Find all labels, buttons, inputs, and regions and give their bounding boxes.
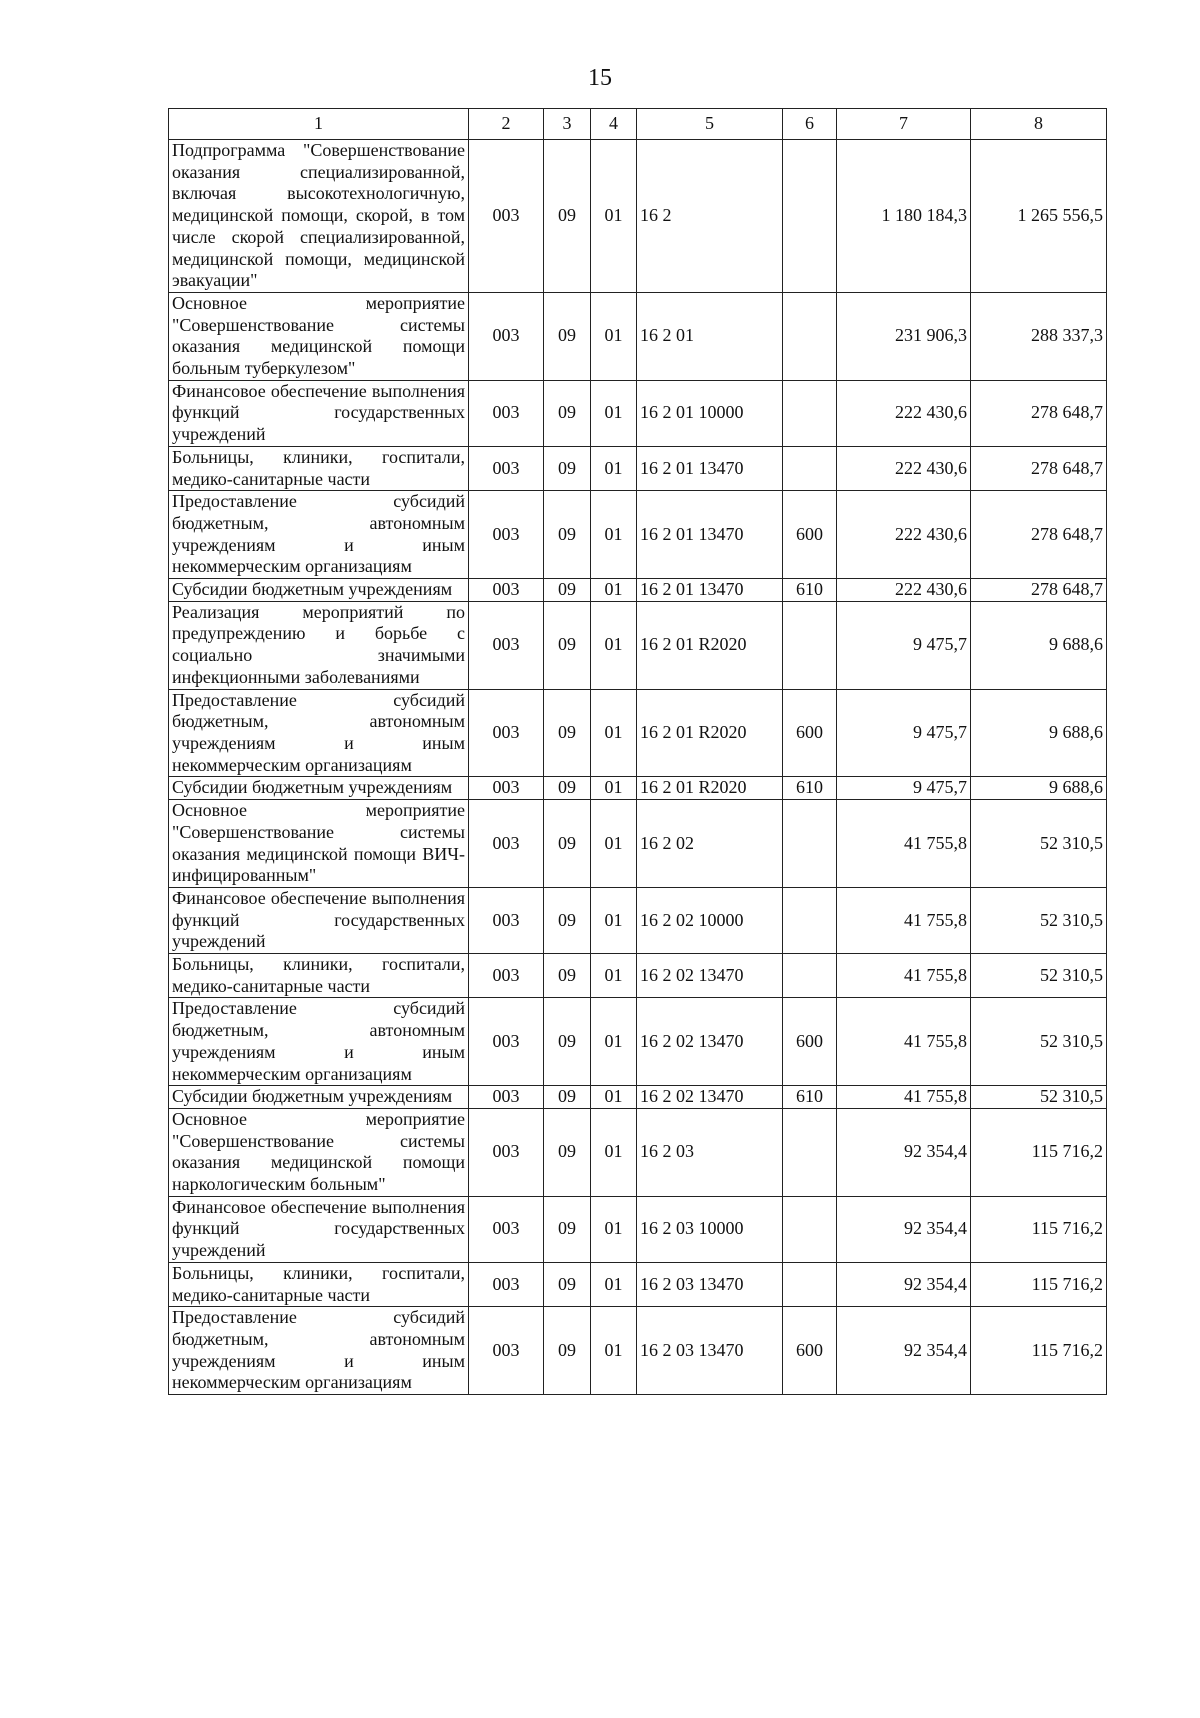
budget-table (168, 108, 1107, 1395)
row-description: Основное мероприятие "Совершенствование системы оказания медицинской помощи наркологическим больным" (169, 1108, 469, 1196)
cell-expense-type (783, 380, 837, 446)
cell-admin-code: 003 (469, 777, 544, 800)
cell-expense-type: 600 (783, 491, 837, 579)
cell-target-article: 16 2 03 13470 (637, 1262, 783, 1306)
cell-amount-year-2: 52 310,5 (971, 887, 1107, 953)
cell-target-article: 16 2 02 13470 (637, 1086, 783, 1109)
table-row (169, 887, 1107, 953)
cell-expense-type (783, 1262, 837, 1306)
cell-target-article: 16 2 02 10000 (637, 887, 783, 953)
cell-section: 09 (544, 689, 591, 777)
cell-subsection: 01 (591, 292, 637, 380)
cell-admin-code: 003 (469, 140, 544, 293)
cell-subsection: 01 (591, 380, 637, 446)
row-description: Предоставление субсидий бюджетным, автономным учреждениям и иным некоммерческим организациям (169, 491, 469, 579)
cell-subsection: 01 (591, 140, 637, 293)
cell-admin-code: 003 (469, 1086, 544, 1109)
cell-section: 09 (544, 954, 591, 998)
cell-amount-year-2: 278 648,7 (971, 446, 1107, 490)
cell-section: 09 (544, 601, 591, 689)
cell-expense-type (783, 1108, 837, 1196)
cell-admin-code: 003 (469, 579, 544, 602)
cell-target-article: 16 2 01 R2020 (637, 689, 783, 777)
cell-amount-year-2: 9 688,6 (971, 777, 1107, 800)
cell-admin-code: 003 (469, 1307, 544, 1395)
cell-amount-year-2: 52 310,5 (971, 800, 1107, 888)
cell-amount-year-1: 41 755,8 (837, 1086, 971, 1109)
cell-subsection: 01 (591, 954, 637, 998)
cell-amount-year-2: 52 310,5 (971, 954, 1107, 998)
table-row (169, 998, 1107, 1086)
cell-amount-year-2: 9 688,6 (971, 601, 1107, 689)
table-row (169, 1086, 1107, 1109)
cell-section: 09 (544, 800, 591, 888)
cell-expense-type (783, 1196, 837, 1262)
cell-subsection: 01 (591, 998, 637, 1086)
cell-subsection: 01 (591, 1086, 637, 1109)
cell-subsection: 01 (591, 689, 637, 777)
cell-amount-year-1: 222 430,6 (837, 380, 971, 446)
cell-target-article: 16 2 03 10000 (637, 1196, 783, 1262)
cell-admin-code: 003 (469, 689, 544, 777)
cell-amount-year-1: 41 755,8 (837, 800, 971, 888)
table-row (169, 1196, 1107, 1262)
cell-expense-type: 610 (783, 579, 837, 602)
table-row (169, 579, 1107, 602)
cell-subsection: 01 (591, 491, 637, 579)
row-description: Основное мероприятие "Совершенствование системы оказания медицинской помощи больным туберкулезом" (169, 292, 469, 380)
cell-target-article: 16 2 02 (637, 800, 783, 888)
cell-amount-year-2: 278 648,7 (971, 380, 1107, 446)
row-description: Субсидии бюджетным учреждениям (169, 1086, 469, 1109)
column-header: 4 (591, 109, 637, 140)
cell-section: 09 (544, 579, 591, 602)
table-row (169, 491, 1107, 579)
column-header: 6 (783, 109, 837, 140)
column-header: 2 (469, 109, 544, 140)
cell-subsection: 01 (591, 1108, 637, 1196)
cell-amount-year-2: 278 648,7 (971, 579, 1107, 602)
cell-target-article: 16 2 (637, 140, 783, 293)
cell-section: 09 (544, 1307, 591, 1395)
cell-expense-type: 600 (783, 998, 837, 1086)
row-description: Предоставление субсидий бюджетным, автономным учреждениям и иным некоммерческим организациям (169, 689, 469, 777)
row-description: Финансовое обеспечение выполнения функций государственных учреждений (169, 887, 469, 953)
table-row (169, 800, 1107, 888)
cell-admin-code: 003 (469, 601, 544, 689)
cell-section: 09 (544, 292, 591, 380)
table-body (169, 109, 1107, 1395)
cell-subsection: 01 (591, 601, 637, 689)
cell-amount-year-2: 9 688,6 (971, 689, 1107, 777)
cell-section: 09 (544, 140, 591, 293)
row-description: Больницы, клиники, госпитали, медико-санитарные части (169, 954, 469, 998)
cell-amount-year-1: 9 475,7 (837, 777, 971, 800)
cell-amount-year-1: 222 430,6 (837, 446, 971, 490)
cell-expense-type: 600 (783, 1307, 837, 1395)
table-row (169, 380, 1107, 446)
cell-target-article: 16 2 01 R2020 (637, 777, 783, 800)
cell-amount-year-2: 52 310,5 (971, 998, 1107, 1086)
cell-amount-year-1: 92 354,4 (837, 1307, 971, 1395)
row-description: Больницы, клиники, госпитали, медико-санитарные части (169, 1262, 469, 1306)
row-description: Финансовое обеспечение выполнения функций государственных учреждений (169, 380, 469, 446)
cell-section: 09 (544, 1196, 591, 1262)
cell-admin-code: 003 (469, 292, 544, 380)
cell-target-article: 16 2 01 13470 (637, 446, 783, 490)
cell-amount-year-2: 115 716,2 (971, 1108, 1107, 1196)
table-row (169, 601, 1107, 689)
cell-admin-code: 003 (469, 954, 544, 998)
cell-expense-type: 610 (783, 777, 837, 800)
cell-target-article: 16 2 01 R2020 (637, 601, 783, 689)
table-row (169, 292, 1107, 380)
row-description: Субсидии бюджетным учреждениям (169, 777, 469, 800)
cell-amount-year-2: 52 310,5 (971, 1086, 1107, 1109)
column-number-row (169, 109, 1107, 140)
cell-target-article: 16 2 01 (637, 292, 783, 380)
cell-admin-code: 003 (469, 446, 544, 490)
row-description: Финансовое обеспечение выполнения функций государственных учреждений (169, 1196, 469, 1262)
cell-amount-year-1: 222 430,6 (837, 579, 971, 602)
cell-amount-year-1: 231 906,3 (837, 292, 971, 380)
cell-admin-code: 003 (469, 1108, 544, 1196)
cell-subsection: 01 (591, 1307, 637, 1395)
cell-admin-code: 003 (469, 887, 544, 953)
cell-section: 09 (544, 380, 591, 446)
cell-section: 09 (544, 887, 591, 953)
cell-expense-type (783, 446, 837, 490)
table-row (169, 446, 1107, 490)
cell-subsection: 01 (591, 1196, 637, 1262)
cell-subsection: 01 (591, 446, 637, 490)
cell-amount-year-2: 115 716,2 (971, 1262, 1107, 1306)
column-header: 5 (637, 109, 783, 140)
cell-expense-type (783, 954, 837, 998)
column-header: 7 (837, 109, 971, 140)
cell-admin-code: 003 (469, 491, 544, 579)
table-row (169, 1262, 1107, 1306)
cell-subsection: 01 (591, 800, 637, 888)
cell-amount-year-2: 288 337,3 (971, 292, 1107, 380)
column-header: 8 (971, 109, 1107, 140)
table-row (169, 777, 1107, 800)
cell-subsection: 01 (591, 887, 637, 953)
row-description: Больницы, клиники, госпитали, медико-санитарные части (169, 446, 469, 490)
cell-target-article: 16 2 01 13470 (637, 491, 783, 579)
cell-section: 09 (544, 1262, 591, 1306)
cell-subsection: 01 (591, 579, 637, 602)
cell-expense-type (783, 800, 837, 888)
cell-section: 09 (544, 1108, 591, 1196)
cell-amount-year-1: 9 475,7 (837, 689, 971, 777)
cell-admin-code: 003 (469, 800, 544, 888)
cell-amount-year-1: 41 755,8 (837, 954, 971, 998)
table-row (169, 954, 1107, 998)
cell-amount-year-2: 1 265 556,5 (971, 140, 1107, 293)
page-number: 15 (588, 65, 612, 91)
cell-section: 09 (544, 1086, 591, 1109)
cell-amount-year-1: 41 755,8 (837, 887, 971, 953)
cell-admin-code: 003 (469, 1262, 544, 1306)
cell-amount-year-1: 1 180 184,3 (837, 140, 971, 293)
cell-target-article: 16 2 02 13470 (637, 998, 783, 1086)
cell-amount-year-1: 9 475,7 (837, 601, 971, 689)
column-header: 1 (169, 109, 469, 140)
column-header: 3 (544, 109, 591, 140)
row-description: Субсидии бюджетным учреждениям (169, 579, 469, 602)
cell-target-article: 16 2 02 13470 (637, 954, 783, 998)
row-description: Реализация мероприятий по предупреждению и борьбе с социально значимыми инфекционными заболеваниями (169, 601, 469, 689)
cell-admin-code: 003 (469, 998, 544, 1086)
cell-amount-year-1: 41 755,8 (837, 998, 971, 1086)
cell-amount-year-1: 92 354,4 (837, 1108, 971, 1196)
cell-subsection: 01 (591, 1262, 637, 1306)
table-row (169, 1108, 1107, 1196)
cell-target-article: 16 2 01 13470 (637, 579, 783, 602)
cell-subsection: 01 (591, 777, 637, 800)
cell-expense-type (783, 140, 837, 293)
cell-target-article: 16 2 03 13470 (637, 1307, 783, 1395)
cell-section: 09 (544, 998, 591, 1086)
cell-admin-code: 003 (469, 380, 544, 446)
row-description: Основное мероприятие "Совершенствование системы оказания медицинской помощи ВИЧ-инфицированным" (169, 800, 469, 888)
cell-section: 09 (544, 446, 591, 490)
cell-expense-type (783, 292, 837, 380)
row-description: Подпрограмма "Совершенствование оказания специализированной, включая высокотехнологичную, медицинской помощи, скорой, в том числе скорой специализированной, медицинской помощи, медицинской эвакуации" (169, 140, 469, 293)
cell-expense-type: 610 (783, 1086, 837, 1109)
table-row (169, 1307, 1107, 1395)
cell-amount-year-2: 115 716,2 (971, 1196, 1107, 1262)
table-row (169, 689, 1107, 777)
cell-amount-year-1: 92 354,4 (837, 1196, 971, 1262)
row-description: Предоставление субсидий бюджетным, автономным учреждениям и иным некоммерческим организациям (169, 998, 469, 1086)
cell-expense-type: 600 (783, 689, 837, 777)
cell-section: 09 (544, 777, 591, 800)
cell-amount-year-1: 222 430,6 (837, 491, 971, 579)
cell-amount-year-1: 92 354,4 (837, 1262, 971, 1306)
cell-amount-year-2: 278 648,7 (971, 491, 1107, 579)
cell-amount-year-2: 115 716,2 (971, 1307, 1107, 1395)
cell-expense-type (783, 887, 837, 953)
cell-target-article: 16 2 03 (637, 1108, 783, 1196)
cell-admin-code: 003 (469, 1196, 544, 1262)
cell-expense-type (783, 601, 837, 689)
cell-section: 09 (544, 491, 591, 579)
cell-target-article: 16 2 01 10000 (637, 380, 783, 446)
row-description: Предоставление субсидий бюджетным, автономным учреждениям и иным некоммерческим организациям (169, 1307, 469, 1395)
table-row (169, 140, 1107, 293)
